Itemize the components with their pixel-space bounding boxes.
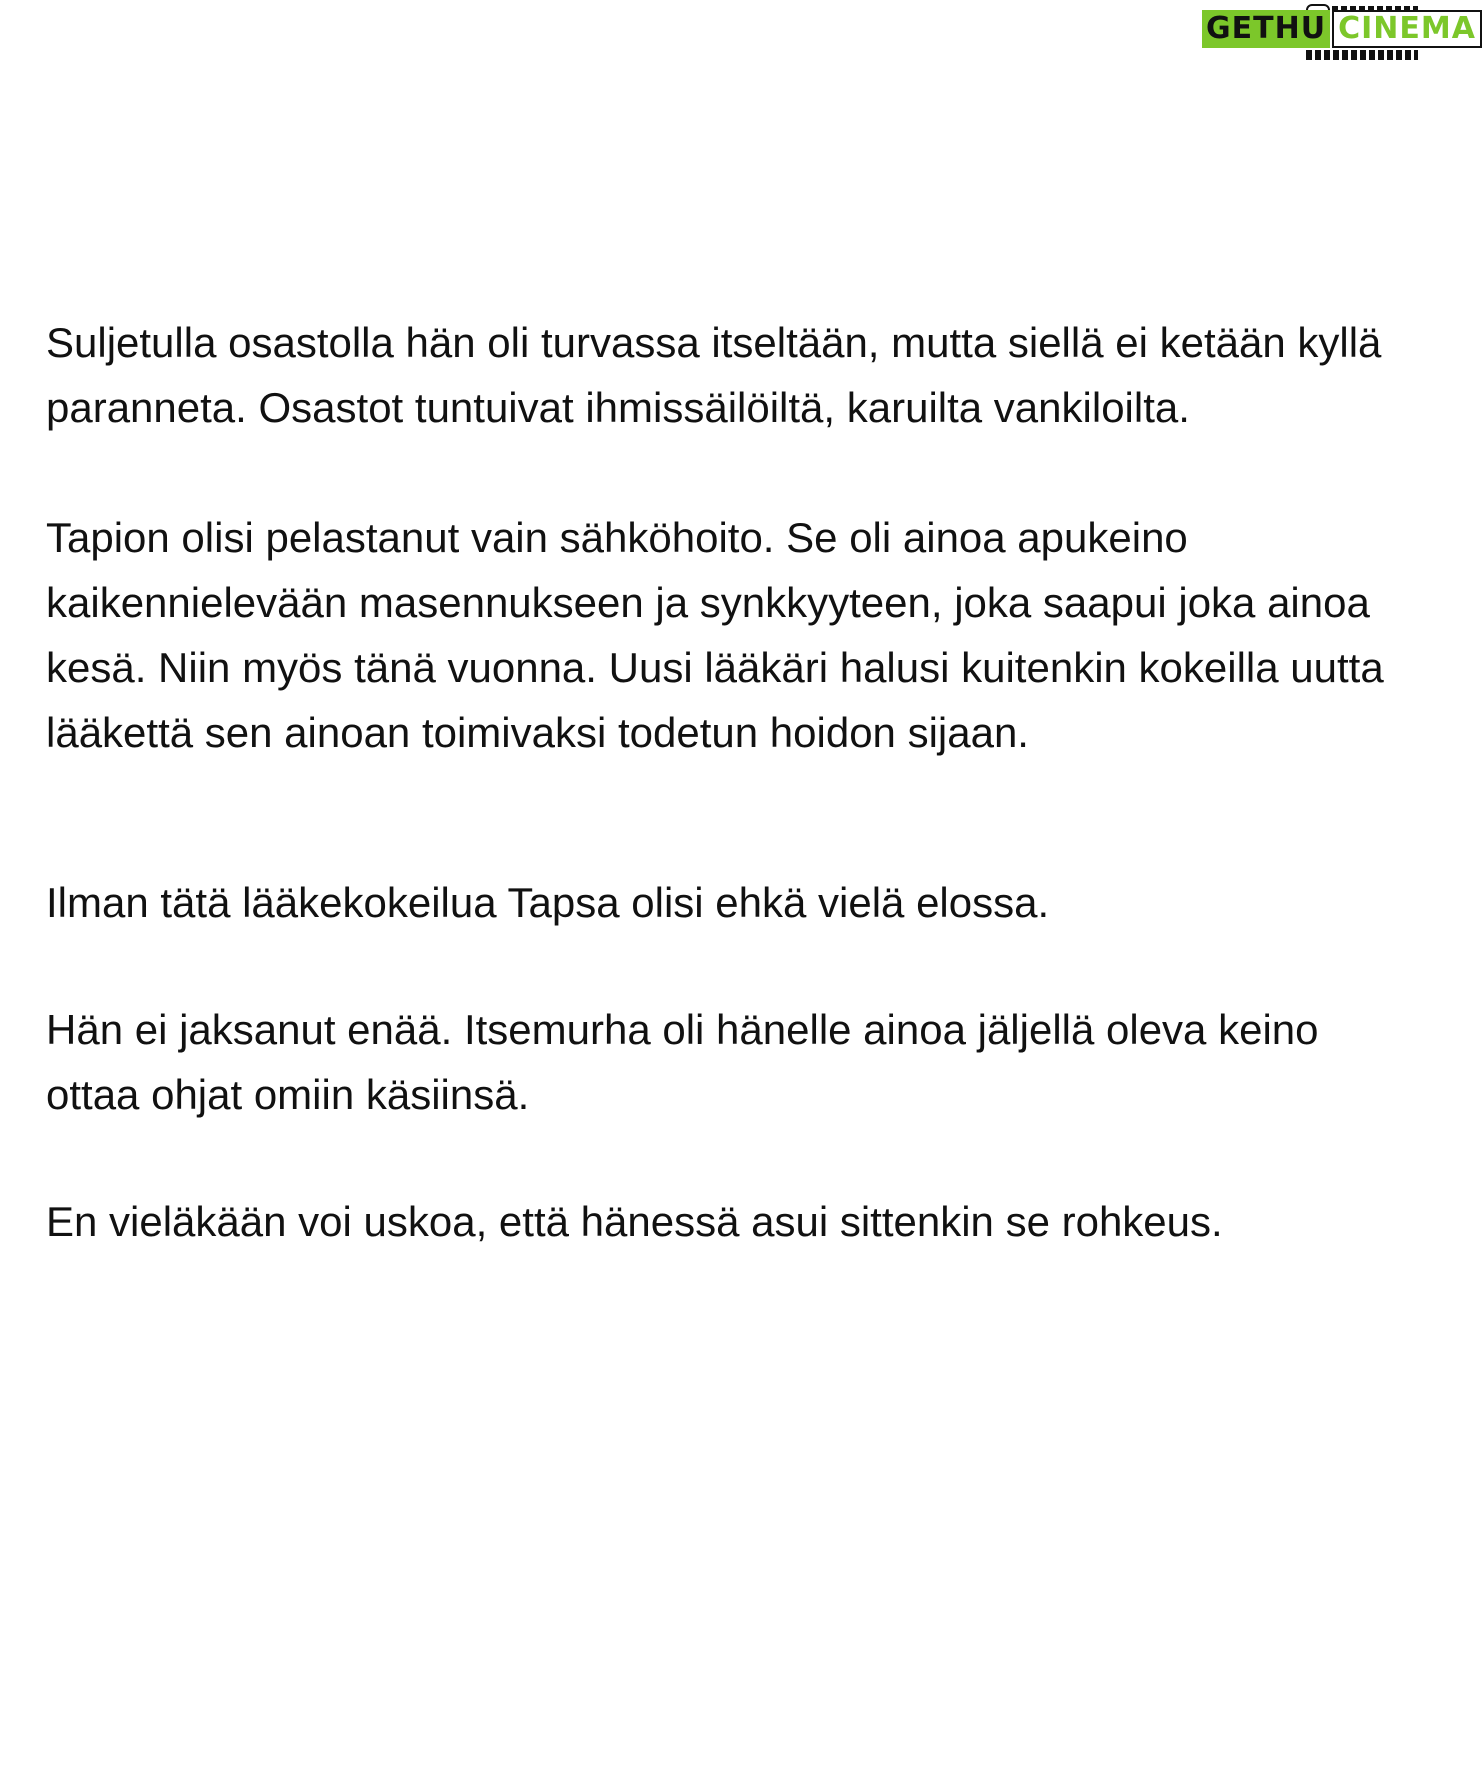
logo-wordmark bbox=[1202, 10, 1482, 48]
paragraph: Ilman tätä lääkekokeilua Tapsa olisi ehkä vielä elossa. bbox=[46, 879, 1050, 926]
paragraph: Tapion olisi pelastanut vain sähköhoito. Se oli ainoa apukeino kaikennielevään masennukseen ja synkkyyteen, joka saapui joka ainoa kesä. Niin myös tänä vuonna. Uusi lääkäri halusi kuitenkin kokeilla uutta lääkettä sen ainoan toimivaksi todetun hoidon sijaan. bbox=[46, 514, 1384, 756]
paragraph: Suljetulla osastolla hän oli turvassa itseltään, mutta siellä ei ketään kyllä paranneta. Osastot tuntuivat ihmissäilöiltä, karuilta vankiloilta. bbox=[46, 319, 1382, 431]
paragraph: Hän ei jaksanut enää. Itsemurha oli hänelle ainoa jäljellä oleva keino ottaa ohjat omiin käsiinsä. bbox=[46, 1006, 1319, 1118]
logo-text-cinema: CINEMA bbox=[1332, 10, 1482, 48]
gethu-cinema-logo bbox=[1202, 6, 1476, 62]
paragraph: En vieläkään voi uskoa, että hänessä asui sittenkin se rohkeus. bbox=[46, 1198, 1223, 1245]
logo-text-gethu: GETHU bbox=[1202, 10, 1330, 48]
film-strip-icon bbox=[1306, 50, 1418, 60]
text-body bbox=[46, 310, 1416, 1254]
